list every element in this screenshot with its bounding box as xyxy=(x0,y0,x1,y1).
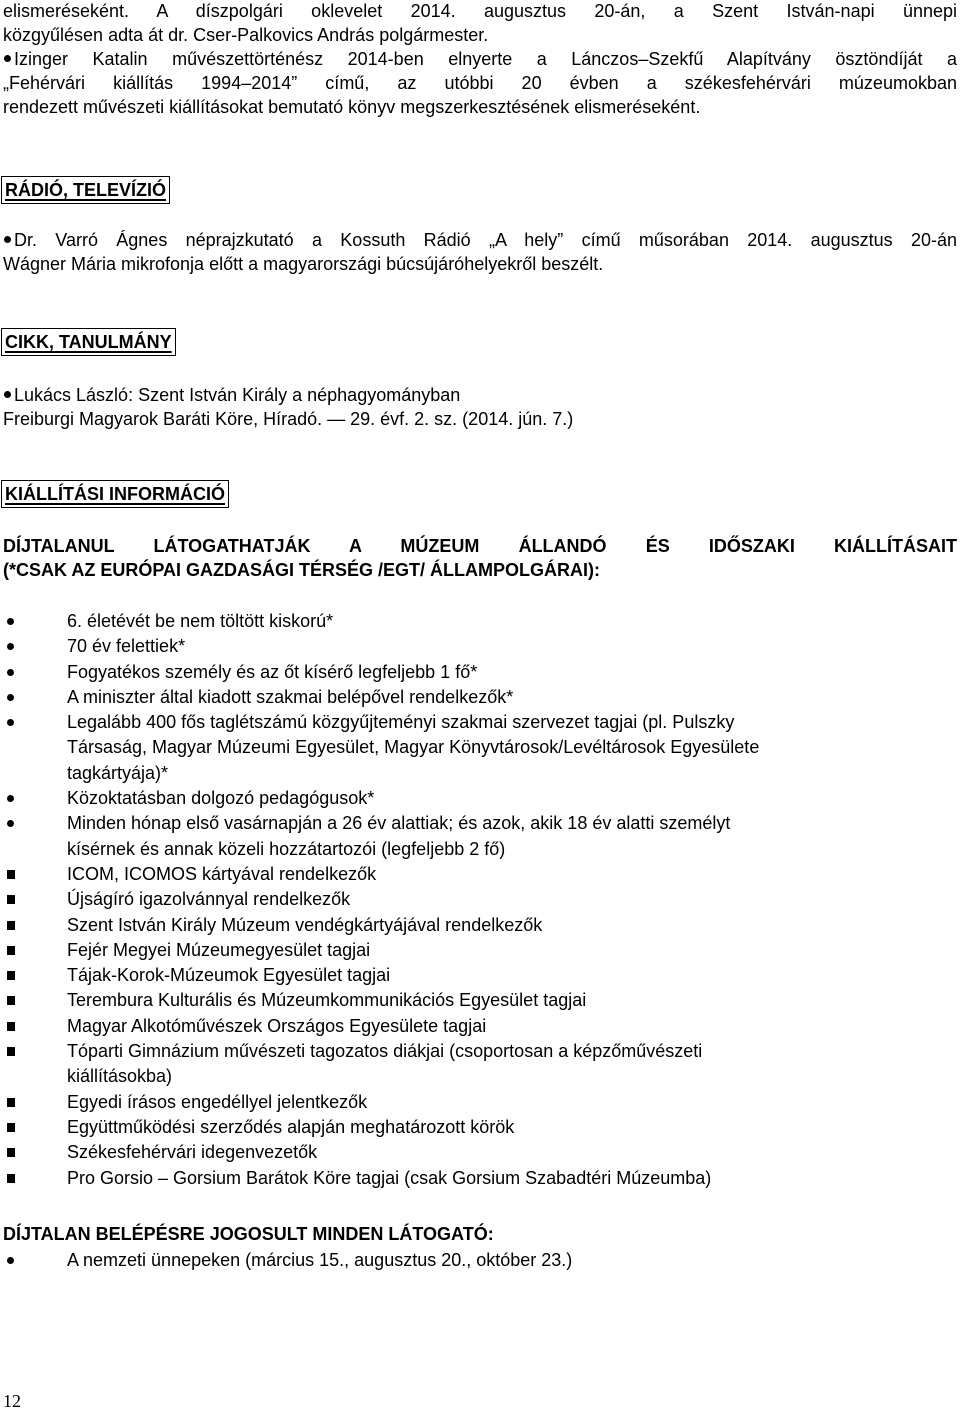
free-all-list xyxy=(0,1248,960,1273)
bullet-square-icon xyxy=(7,895,15,904)
list-item-text: kiállításokba) xyxy=(67,1066,173,1087)
bullet-dot-icon xyxy=(4,55,11,62)
section-heading-radio: RÁDIÓ, TELEVÍZIÓ xyxy=(5,180,167,200)
list-item xyxy=(0,1166,960,1191)
bullet-dot-icon xyxy=(4,391,11,398)
free-admission-title xyxy=(3,534,957,582)
list-item xyxy=(0,913,960,938)
list-item-text: ICOM, ICOMOS kártyával rendelkezők xyxy=(67,863,377,884)
free-admission-title-line: (*CSAK AZ EURÓPAI GAZDASÁGI TÉRSÉG /EGT/ ÁLLAMPOLGÁRAI): xyxy=(3,560,600,580)
list-item-text: Székesfehérvári idegenvezetők xyxy=(67,1142,318,1163)
bullet-square-icon xyxy=(7,946,15,955)
bullet-square-icon xyxy=(7,1174,15,1183)
bullet-square-icon xyxy=(7,1123,15,1132)
list-item-text: Közoktatásban dolgozó pedagógusok* xyxy=(67,788,375,809)
izinger-line: Izinger Katalin művészettörténész 2014-ben elnyerte a Lánczos–Szekfű Alapítvány ösztöndíját a xyxy=(3,47,957,71)
izinger-line: rendezett művészeti kiállításokat bemutató könyv megszerkesztésének elismeréseként. xyxy=(3,97,701,117)
bullet-dot-icon xyxy=(7,694,14,701)
list-item-text: A miniszter által kiadott szakmai belépővel rendelkezők* xyxy=(67,686,514,707)
list-item-text: Egyedi írásos engedéllyel jelentkezők xyxy=(67,1091,368,1112)
bullet-dot-icon xyxy=(7,669,14,676)
article-paragraph xyxy=(3,383,957,431)
list-item-text: Fogyatékos személy és az őt kísérő legfeljebb 1 fő* xyxy=(67,661,478,682)
radio-paragraph xyxy=(3,228,957,276)
list-item xyxy=(0,1090,960,1115)
list-item-text: Legalább 400 fős taglétszámú közgyűjteményi szakmai szervezet tagjai (pl. Pulszky xyxy=(67,712,735,733)
list-item-text: Újságíró igazolvánnyal rendelkezők xyxy=(67,889,351,910)
list-item-text: A nemzeti ünnepeken (március 15., augusztus 20., október 23.) xyxy=(67,1250,573,1270)
page-number: 12 xyxy=(3,1391,21,1411)
list-item-text: Tóparti Gimnázium művészeti tagozatos diákjai (csoportosan a képzőművészeti xyxy=(67,1041,703,1062)
list-item-text: Társaság, Magyar Múzeumi Egyesület, Magyar Könyvtárosok/Levéltárosok Egyesülete xyxy=(67,737,760,758)
list-item xyxy=(0,1248,960,1273)
bullet-square-icon xyxy=(7,996,15,1005)
bullet-dot-icon xyxy=(7,719,14,726)
list-item xyxy=(0,988,960,1013)
list-item-text: 70 év felettiek* xyxy=(67,636,186,657)
list-item-text: 6. életévét be nem töltött kiskorú* xyxy=(67,611,334,631)
list-item xyxy=(0,887,960,912)
list-item xyxy=(0,811,960,862)
bullet-square-icon xyxy=(7,1047,15,1056)
list-item-text: tagkártyája)* xyxy=(67,762,169,783)
list-item xyxy=(0,1014,960,1039)
list-item xyxy=(0,862,960,887)
bullet-square-icon xyxy=(7,1098,15,1107)
bullet-square-icon xyxy=(7,1148,15,1157)
bullet-square-icon xyxy=(7,870,15,879)
list-item xyxy=(0,660,960,685)
free-all-title: DÍJTALAN BELÉPÉSRE JOGOSULT MINDEN LÁTOGATÓ: xyxy=(3,1224,494,1244)
bullet-dot-icon xyxy=(7,795,14,802)
izinger-paragraph xyxy=(3,47,957,119)
radio-line: Wágner Mária mikrofonja előtt a magyarországi búcsújáróhelyekről beszélt. xyxy=(3,254,604,274)
section-heading-article: CIKK, TANULMÁNY xyxy=(5,332,172,352)
intro-line: elismeréseként. A díszpolgári oklevelet 2014. augusztus 20-án, a Szent István-napi ünnepi xyxy=(3,1,957,21)
bullet-square-icon xyxy=(7,1022,15,1031)
list-item xyxy=(0,963,960,988)
free-admission-list xyxy=(0,609,960,1191)
list-item xyxy=(0,685,960,710)
bullet-square-icon xyxy=(7,971,15,980)
list-item xyxy=(0,1115,960,1140)
list-item-text: Tájak-Korok-Múzeumok Egyesület tagjai xyxy=(67,965,391,986)
bullet-dot-icon xyxy=(7,618,14,625)
izinger-line: „Fehérvári kiállítás 1994–2014” című, az utóbbi 20 évben a székesfehérvári múzeumokban xyxy=(3,73,957,93)
article-line: Freiburgi Magyarok Baráti Köre, Híradó. — 29. évf. 2. sz. (2014. jún. 7.) xyxy=(3,409,574,429)
list-item-text: Együttműködési szerződés alapján meghatározott körök xyxy=(67,1116,515,1137)
list-item xyxy=(0,1039,960,1090)
intro-line: közgyűlésen adta át dr. Cser-Palkovics András polgármester. xyxy=(3,25,489,45)
bullet-square-icon xyxy=(7,921,15,930)
list-item-text: Fejér Megyei Múzeumegyesület tagjai xyxy=(67,939,371,960)
list-item-text: kísérnek és annak közeli hozzátartozói (legfeljebb 2 fő) xyxy=(67,838,506,859)
list-item-text: Pro Gorsio – Gorsium Barátok Köre tagjai (csak Gorsium Szabadtéri Múzeumba) xyxy=(67,1167,712,1188)
list-item xyxy=(0,1140,960,1165)
list-item-text: Magyar Alkotóművészek Országos Egyesülete tagjai xyxy=(67,1015,487,1036)
list-item xyxy=(0,786,960,811)
article-line: Lukács László: Szent István Király a néphagyományban xyxy=(3,383,957,407)
list-item-text: Minden hónap első vasárnapján a 26 év alattiak; és azok, akik 18 év alatti személyt xyxy=(67,813,731,834)
list-item xyxy=(0,938,960,963)
list-item xyxy=(0,609,960,634)
bullet-dot-icon xyxy=(7,1257,14,1264)
bullet-dot-icon xyxy=(7,643,14,650)
radio-line: Dr. Varró Ágnes néprajzkutató a Kossuth Rádió „A hely” című műsorában 2014. augusztus 20-án xyxy=(3,228,957,252)
bullet-dot-icon xyxy=(7,820,14,827)
section-heading-exhibition: KIÁLLÍTÁSI INFORMÁCIÓ xyxy=(5,484,225,504)
intro-paragraph xyxy=(3,0,957,47)
list-item xyxy=(0,710,960,786)
free-admission-title-line: DÍJTALANUL LÁTOGATHATJÁK A MÚZEUM ÁLLANDÓ ÉS IDŐSZAKI KIÁLLÍTÁSAIT xyxy=(3,536,957,556)
list-item-text: Terembura Kulturális és Múzeumkommunikációs Egyesület tagjai xyxy=(67,990,587,1011)
list-item xyxy=(0,634,960,659)
list-item-text: Szent István Király Múzeum vendégkártyájával rendelkezők xyxy=(67,914,543,935)
bullet-dot-icon xyxy=(4,236,11,243)
